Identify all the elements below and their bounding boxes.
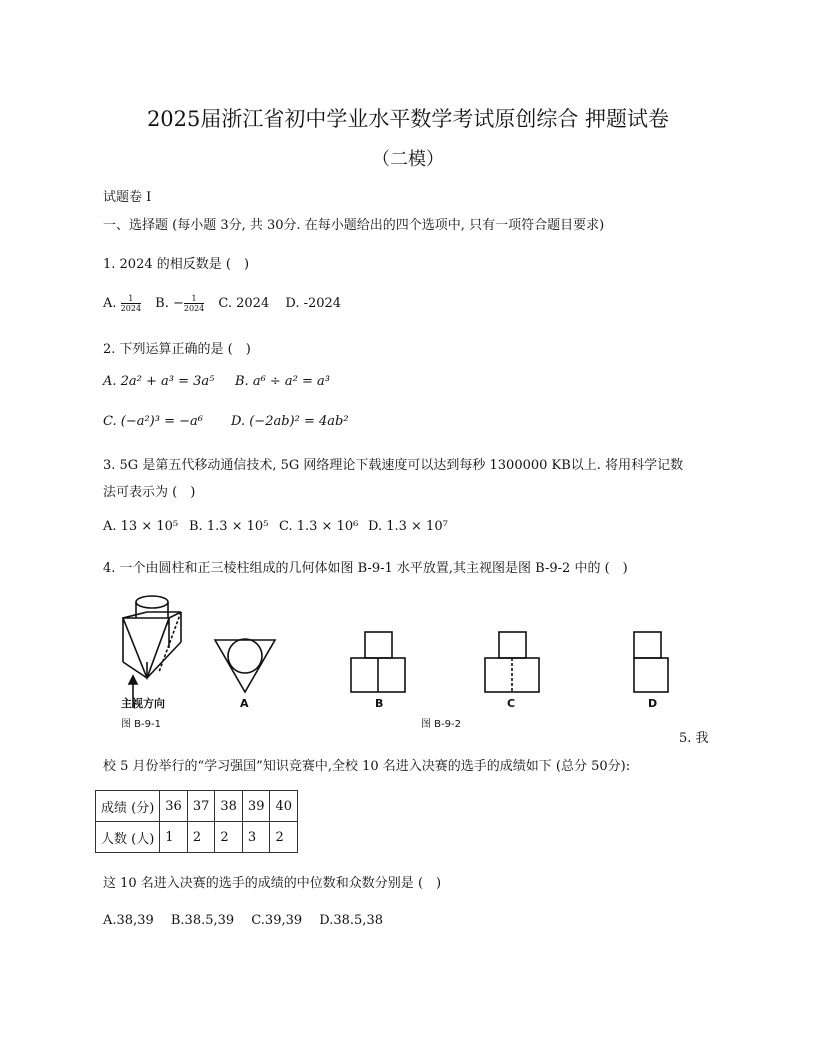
score-cell: 39 [242, 791, 270, 822]
q1-option-a-fraction [121, 294, 141, 313]
score-cell: 37 [187, 791, 215, 822]
exam-title: 2025届浙江省初中学业水平数学考试原创综合 押题试卷 [146, 107, 670, 131]
q5-options: A.38,39 B.38.5,39 C.39,39 D.38.5,38 [103, 913, 383, 928]
count-cell: 3 [242, 822, 270, 853]
q1-option-b-fraction [184, 294, 204, 313]
q5-stem-rest: 校 5 月份举行的“学习强国”知识竞赛中,全校 10 名进入决赛的选手的成绩如下 (总分 50分): [103, 759, 631, 774]
q1-b-numerator: 1 [184, 294, 204, 304]
score-cell: 38 [215, 791, 243, 822]
part-heading: 一、选择题 (每小题 3分, 共 30分. 在每小题给出的四个选项中, 只有一项符合题目要求) [103, 218, 605, 233]
q2-option-a: A. 2a² + a³ = 3a⁵ [103, 374, 215, 389]
fig1-caption: 图 B-9-1 [121, 719, 161, 730]
option-b-drawing [351, 632, 405, 692]
option-b-letter: B [375, 697, 384, 710]
q2-option-b: B. a⁶ ÷ a² = a³ [235, 374, 331, 389]
q1-option-c: C. 2024 [218, 296, 270, 311]
score-row-header: 成绩 (分) [96, 791, 160, 822]
count-cell: 2 [215, 822, 243, 853]
q3-option-d: D. 1.3 × 10⁷ [368, 519, 448, 534]
q3-stem-line2: 法可表示为 ( ) [103, 485, 196, 500]
score-cell: 36 [160, 791, 188, 822]
section-label: 试题卷 I [103, 190, 152, 205]
q3-option-b: B. 1.3 × 10⁵ [189, 519, 269, 534]
q1-option-a-label: A. [103, 296, 117, 311]
view-direction-label: 主视方向 [121, 697, 165, 710]
fig2-caption: 图 B-9-2 [421, 719, 461, 730]
option-a-letter: A [240, 697, 249, 710]
count-cell: 2 [187, 822, 215, 853]
q3-stem-line1: 3. 5G 是第五代移动通信技术, 5G 网络理论下载速度可以达到每秒 1300000 KB以上. 将用科学记数 [103, 458, 684, 473]
option-c-letter: C [507, 697, 516, 710]
q3-option-a: A. 13 × 10⁵ [103, 519, 179, 534]
option-d-letter: D [648, 697, 658, 710]
option-c-drawing [485, 632, 539, 692]
q1-b-denominator: 2024 [183, 304, 205, 313]
exam-subtitle: （二模） [372, 149, 444, 170]
solid-figure [123, 596, 181, 708]
q2-option-d: D. (−2ab)² = 4ab² [231, 414, 349, 429]
score-cell: 40 [270, 791, 298, 822]
q4-stem: 4. 一个由圆柱和正三棱柱组成的几何体如图 B-9-1 水平放置,其主视图是图 B-9-2 中的 ( ) [103, 561, 628, 576]
table-row-counts [96, 822, 298, 853]
count-cell: 2 [270, 822, 298, 853]
q1-a-denominator: 2024 [120, 304, 142, 313]
q1-option-d: D. -2024 [285, 296, 342, 311]
q2-stem: 2. 下列运算正确的是 ( ) [103, 342, 251, 357]
q1-a-numerator: 1 [121, 294, 141, 304]
q5-question: 这 10 名进入决赛的选手的成绩的中位数和众数分别是 ( ) [103, 876, 442, 891]
q1-stem: 1. 2024 的相反数是 ( ) [103, 257, 250, 272]
q2-option-c: C. (−a²)³ = −a⁶ [103, 414, 203, 429]
option-a-drawing [215, 639, 275, 692]
q5-stem-start: 5. 我 [679, 731, 709, 746]
count-row-header: 人数 (人) [96, 822, 160, 853]
q4-figure [103, 590, 678, 740]
option-d-drawing [634, 632, 668, 692]
q1-options [103, 294, 341, 313]
score-table [95, 790, 298, 853]
table-row-scores [96, 791, 298, 822]
count-cell: 1 [160, 822, 188, 853]
q3-option-c: C. 1.3 × 10⁶ [279, 519, 359, 534]
q1-option-b-label: B. − [155, 296, 184, 311]
